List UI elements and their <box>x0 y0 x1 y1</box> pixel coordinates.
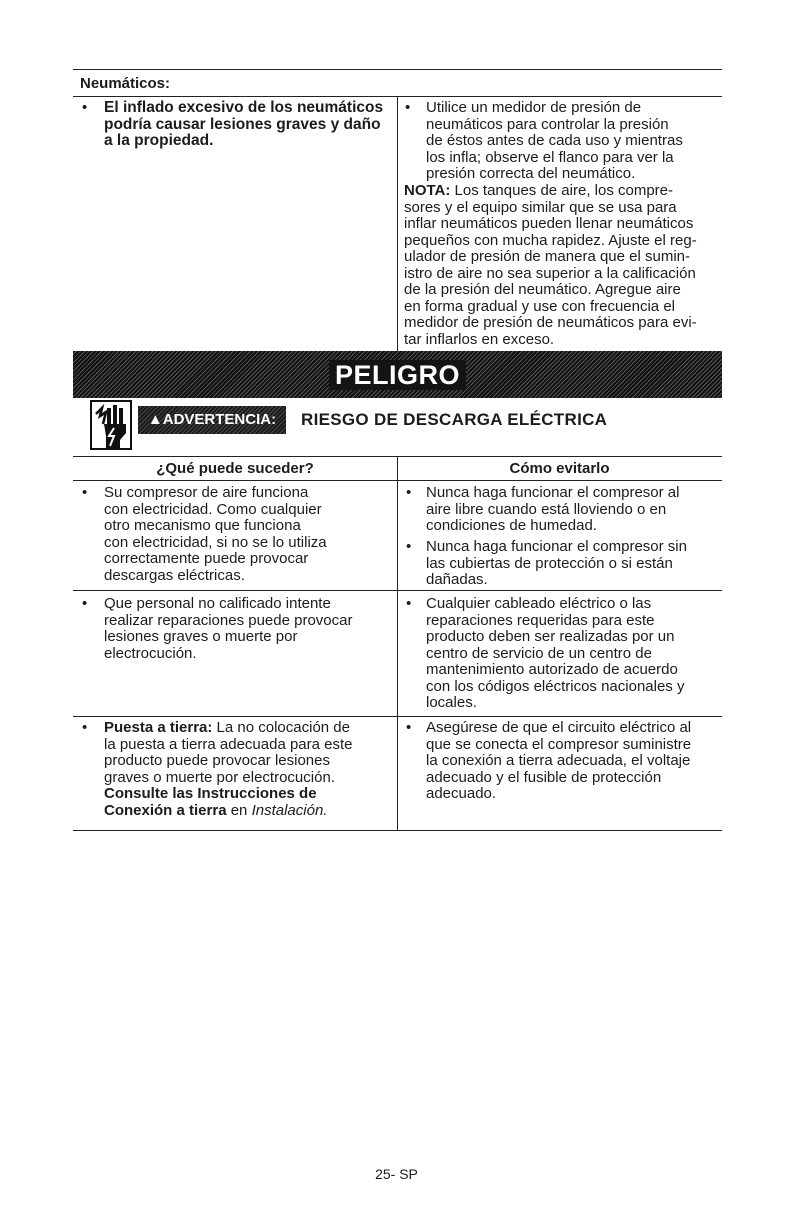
row1-avoid-a: Nunca haga funcionar el compresor al aire libre cuando está lloviendo o en condiciones de humedad. <box>426 484 680 534</box>
row2-hazard: Que personal no calificado intente realizar reparaciones puede provocar lesiones graves o muerte por electrocución. <box>104 595 353 662</box>
tires-note: NOTA: Los tanques de aire, los compre- sores y el equipo similar que se usa para inflar neumáticos pueden llenar neumáticos pequeños con mucha rapidez. Ajuste el reg- ulador de presión de manera que el sumin- istro de aire no sea superior a la calificación de la presión del neumático. Agregue aire en forma gradual y use con frecuencia el medidor de presión de neumáticos para evi- tar inflarlos en exceso. <box>404 182 697 348</box>
bullet: • <box>406 484 412 501</box>
note-label: NOTA: <box>404 182 451 199</box>
danger-banner <box>73 351 722 398</box>
divider-tires <box>397 96 398 351</box>
row3-avoid: Asegúrese de que el circuito eléctrico al que se conecta el compresor suministre la conexión a tierra adecuada, el voltaje adecuado y el fusible de protección adecuado. <box>426 719 692 802</box>
column-header-what-happens: ¿Qué puede suceder? <box>156 460 314 477</box>
bullet: • <box>406 719 412 736</box>
column-header-how-to-avoid: Cómo evitarlo <box>509 460 610 477</box>
tires-avoid-text: Utilice un medidor de presión de neumáticos para controlar la presión de éstos antes de cada uso y mientras los infla; observe el flanco para ver la presión correcta del neumático. <box>426 99 683 182</box>
rule-row1 <box>73 590 722 591</box>
row1-avoid-b: Nunca haga funcionar el compresor sin las cubiertas de protección o si están dañadas. <box>426 538 687 588</box>
rule-row2 <box>73 716 722 717</box>
row1-hazard: Su compresor de aire funciona con electricidad. Como cualquier otro mecanismo que funciona con electricidad, si no se lo utiliza correctamente puede provocar descargas eléctricas. <box>104 484 327 584</box>
bullet: • <box>82 484 88 501</box>
tires-hazard-text: El inflado excesivo de los neumáticos podría causar lesiones graves y daño a la propiedad. <box>104 99 384 149</box>
tires-heading: Neumáticos: <box>80 75 171 92</box>
bullet: • <box>82 99 88 116</box>
rule-top <box>73 69 722 70</box>
bullet: • <box>406 595 412 612</box>
row2-avoid: Cualquier cableado eléctrico o las reparaciones requeridas para este producto deben ser realizadas por un centro de servicio de un centro de mantenimiento autorizado de acuerdo con los códigos eléctricos nacionales y locales. <box>426 595 685 711</box>
page-number: 25- SP <box>375 1166 418 1182</box>
bullet: • <box>82 595 88 612</box>
warning-badge: ▲ADVERTENCIA: <box>138 406 286 434</box>
hazard-title: RIESGO DE DESCARGA ELÉCTRICA <box>301 410 608 429</box>
bullet: • <box>82 719 88 736</box>
rule-table-bottom <box>73 830 722 831</box>
bullet: • <box>405 99 411 116</box>
divider-table <box>397 456 398 831</box>
bullet: • <box>406 538 412 555</box>
row3-hazard: Puesta a tierra: La no colocación de la puesta a tierra adecuada para este producto puede provocar lesiones graves o muerte por electrocución. Consulte las Instrucciones de Conexión a tierra en Instalación. <box>104 719 353 819</box>
danger-label: PELIGRO <box>329 360 466 390</box>
electric-shock-icon <box>90 400 132 450</box>
